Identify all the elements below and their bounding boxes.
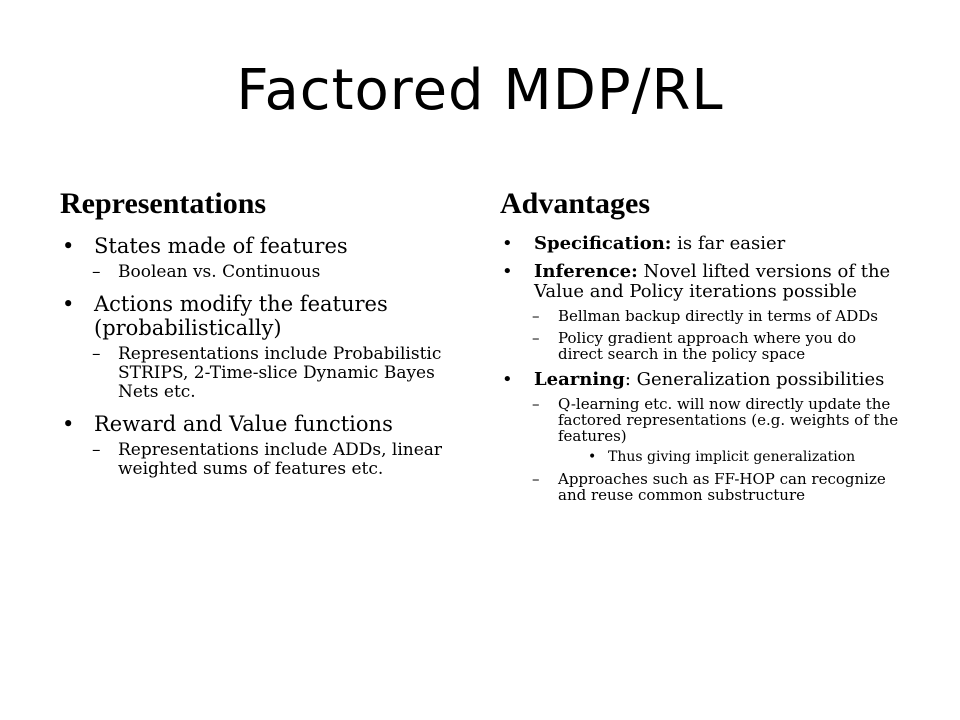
sub-bullet-policy-gradient <box>500 330 900 362</box>
advantages-column <box>500 186 900 503</box>
representations-column <box>60 186 470 479</box>
sub-bullet-adds <box>60 441 470 479</box>
sub-bullet-dash: – <box>532 395 540 413</box>
sub-bullet-strips <box>60 345 470 402</box>
bullet-text: : Generalization possibilities <box>624 369 885 390</box>
representations-heading: Representations <box>60 187 267 220</box>
sub-bullet-text: Q-learning etc. will now directly update the factored representations (e.g. weights of the features) <box>558 395 899 445</box>
bullet-inference <box>500 262 900 302</box>
bullet-text: Reward and Value functions <box>94 412 393 436</box>
sub-sub-bullet-implicit <box>500 450 900 465</box>
sub-bullet-q-learning <box>500 396 900 444</box>
bullet-dot: • <box>62 234 75 258</box>
bullet-dot: • <box>502 369 513 390</box>
bullet-dot: • <box>588 449 597 465</box>
sub-bullet-text: Bellman backup directly in terms of ADDs <box>558 307 878 325</box>
bullet-dot: • <box>502 261 513 282</box>
bullet-reward <box>60 412 470 436</box>
sub-bullet-dash: – <box>92 262 101 282</box>
bullet-text: States made of features <box>94 234 348 258</box>
sub-bullet-dash: – <box>92 440 101 460</box>
bullet-learning <box>500 370 900 390</box>
bullet-dot: • <box>502 233 513 254</box>
sub-bullet-dash: – <box>92 344 101 364</box>
bullet-label: Learning <box>534 369 625 390</box>
bullet-text: Actions modify the features (probabilistically) <box>94 292 388 340</box>
sub-bullet-text: Representations include Probabilistic STRIPS, 2-Time-slice Dynamic Bayes Nets etc. <box>118 344 442 402</box>
bullet-text: Novel lifted versions of the Value and Policy iterations possible <box>534 261 891 302</box>
bullet-label: Inference: <box>534 261 638 282</box>
slide-title: Factored MDP/RL <box>236 58 724 123</box>
sub-bullet-bellman <box>500 308 900 324</box>
bullet-actions <box>60 292 470 340</box>
bullet-dot: • <box>62 292 75 316</box>
sub-bullet-dash: – <box>532 329 540 347</box>
bullet-specification <box>500 234 900 254</box>
advantages-heading: Advantages <box>500 187 651 220</box>
sub-bullet-text: Representations include ADDs, linear weighted sums of features etc. <box>118 440 443 479</box>
sub-bullet-boolean <box>60 263 470 282</box>
bullet-text: is far easier <box>671 233 786 254</box>
sub-bullet-dash: – <box>532 307 540 325</box>
sub-bullet-dash: – <box>532 470 540 488</box>
bullet-states <box>60 234 470 258</box>
sub-bullet-text: Approaches such as FF-HOP can recognize and reuse common substructure <box>558 470 886 504</box>
sub-bullet-text: Boolean vs. Continuous <box>118 262 321 282</box>
sub-bullet-ff-hop <box>500 471 900 503</box>
sub-bullet-text: Policy gradient approach where you do direct search in the policy space <box>558 329 857 363</box>
bullet-dot: • <box>62 412 75 436</box>
bullet-label: Specification: <box>534 233 672 254</box>
sub-sub-bullet-text: Thus giving implicit generalization <box>608 449 856 465</box>
